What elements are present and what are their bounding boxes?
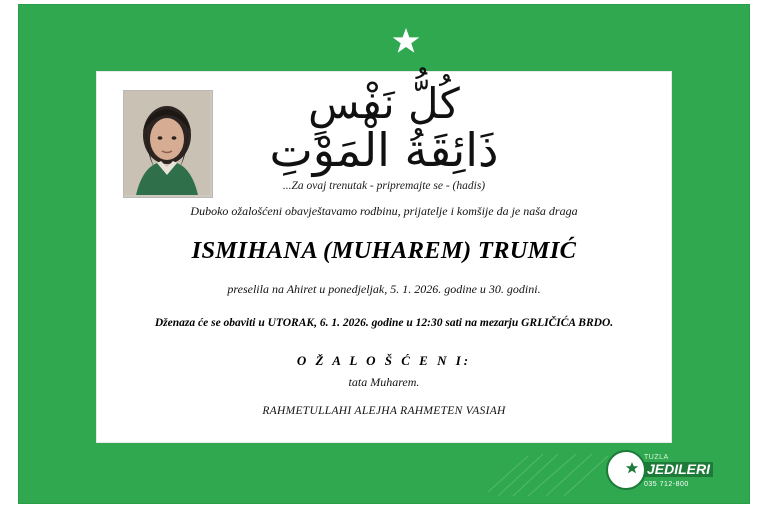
green-border-frame — [18, 4, 750, 504]
crescent-moon-icon — [324, 10, 444, 68]
logo-badge — [606, 450, 646, 490]
obituary-card — [97, 72, 671, 442]
crescent-star-emblem — [18, 10, 750, 68]
company-logo — [606, 448, 724, 494]
logo-crescent-icon — [608, 452, 640, 484]
mourners-heading: O Ž A L O Š Ć E N I: — [296, 353, 472, 368]
logo-brand-small: TUZLA — [644, 454, 669, 461]
mourners-list: tata Muharem. — [348, 375, 420, 389]
logo-brand-main: JEDILERI — [644, 462, 713, 477]
closing-prayer: RAHMETULLAHI ALEJHA RAHMETEN VASIAH — [262, 405, 506, 417]
calligraphy-line-2: ذَائِقَةُ الْمَوْتِ — [269, 123, 499, 178]
announcement-intro: Duboko ožalošćeni obavještavamo rodbinu, prijatelje i komšije da je naša draga — [190, 204, 578, 218]
logo-text-block — [644, 454, 724, 488]
calligraphy-line-1: كُلُّ نَفْسٍ — [308, 79, 460, 128]
logo-phone: 035 712-800 — [644, 481, 689, 488]
arabic-calligraphy — [97, 79, 671, 178]
hadith-quote: ...Za ovaj trenutak - pripremajte se - (hadis) — [282, 180, 486, 192]
passing-details: preselila na Ahiret u ponedjeljak, 5. 1. 2026. godine u 30. godini. — [227, 282, 541, 296]
funeral-details: Dženaza će se obaviti u UTORAK, 6. 1. 2026. godine u 12:30 sati na mezarju GRLIČIĆA BRDO. — [154, 317, 614, 329]
page-title: ISMIHANA (MUHAREM) TRUMIĆ — [191, 237, 577, 264]
